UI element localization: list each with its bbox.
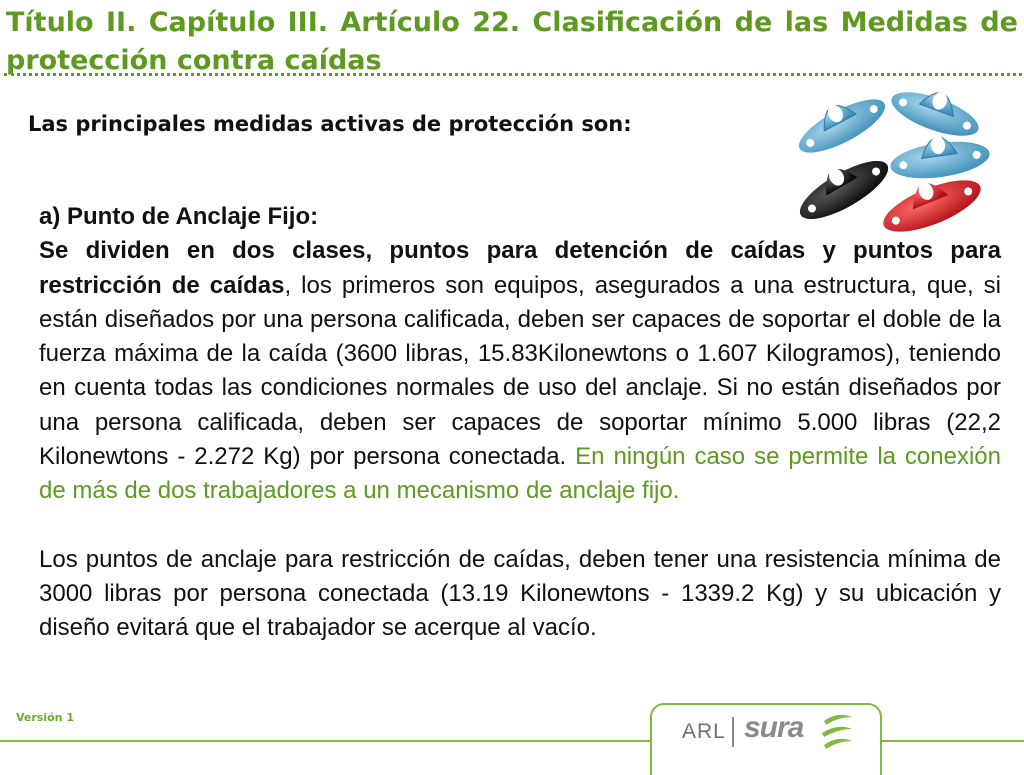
section-b-paragraph: Los puntos de anclaje para restricción de caídas, deben tener una resistencia mínima de 3000 libras por persona conectada (13.19 Kilonewtons - 1339.2 Kg) y su ubicación y diseño evitará que el trabajador se acerque al vacío. xyxy=(39,545,1001,642)
logo-sura-text: sura xyxy=(744,711,804,744)
section-a-highlight: En ningún caso se permite la conexión de más de dos trabajadores a un mecanismo de anclaje fijo. xyxy=(39,443,1001,505)
content-body xyxy=(39,200,1001,646)
intro-subtitle: Las principales medidas activas de protección son: xyxy=(28,112,632,136)
section-a-text: , los primeros son equipos, asegurados a una estructura, que, si están diseñados por una persona calificada, deben ser capaces de soportar el doble de la fuerza máxima de la caída (3600 libras, 15.83Kilonewtons o 1.607 Kilogramos), teniendo en cuenta todas las condiciones normales de uso del anclaje. Si no están diseñados por una persona calificada, deben ser capaces de soportar mínimo 5.000 libras (22,2 Kilonewtons - 2.272 Kg) por persona conectada. xyxy=(39,271,1001,471)
title-dotted-divider xyxy=(4,73,1022,76)
section-a-bold-text: Se dividen en dos clases, puntos para detención de caídas y puntos para restricción de caídas xyxy=(39,237,1001,299)
version-label: Versión 1 xyxy=(16,711,74,724)
logo-separator xyxy=(732,717,734,747)
page-title: Título II. Capítulo III. Artículo 22. Clasificación de las Medidas de protección contra caídas xyxy=(6,7,1018,76)
section-a-paragraph xyxy=(39,234,1001,508)
arl-sura-logo xyxy=(650,703,882,775)
sura-swoosh-icon xyxy=(820,711,854,751)
section-a-heading: a) Punto de Anclaje Fijo: xyxy=(39,203,319,230)
paragraph-spacer xyxy=(39,509,1001,543)
logo-arl-text: ARL xyxy=(682,720,726,743)
